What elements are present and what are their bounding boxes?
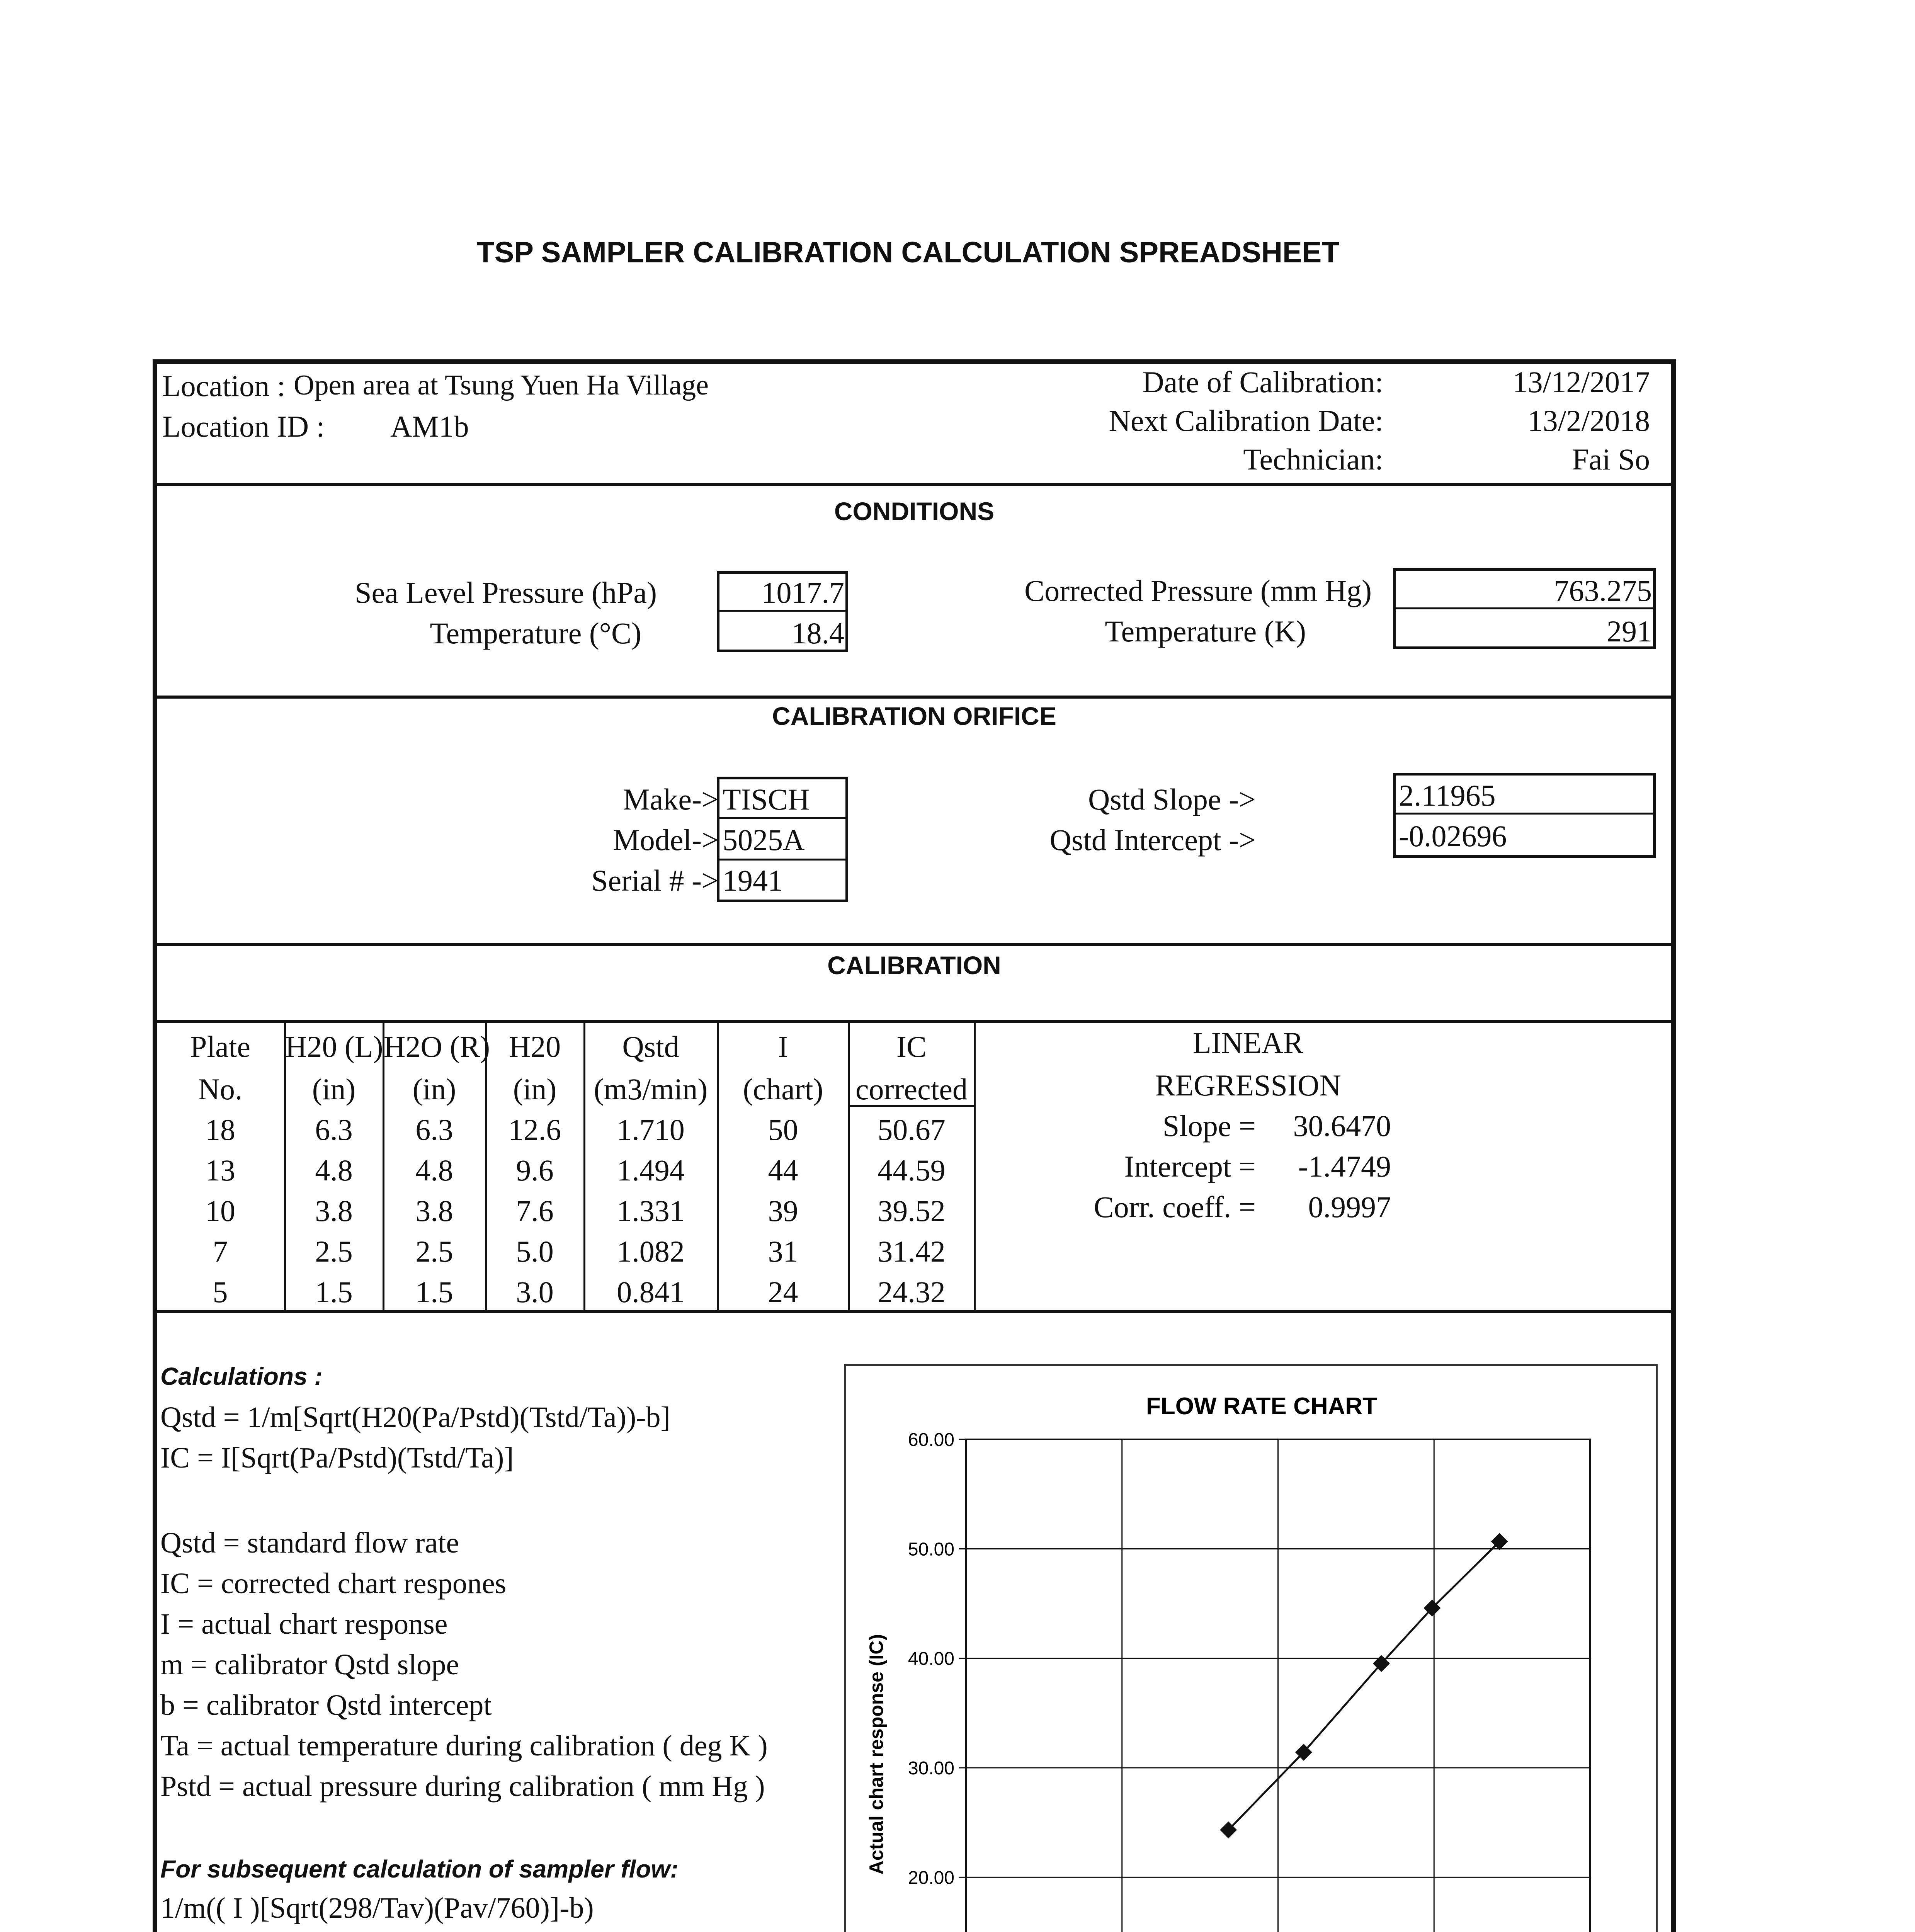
location-value: Open area at Tsung Yuen Ha Village bbox=[294, 369, 709, 401]
box-divider bbox=[1393, 813, 1656, 815]
y-tick-label: 40.00 bbox=[908, 1648, 954, 1669]
series-line bbox=[1228, 1541, 1500, 1830]
cell-h2o-r: 2.5 bbox=[415, 1235, 453, 1268]
next-calibration-value: 13/2/2018 bbox=[1527, 404, 1650, 437]
definition-item: Ta = actual temperature during calibration ( deg K ) bbox=[160, 1730, 768, 1762]
col-subheader-i: (chart) bbox=[743, 1072, 823, 1106]
definition-item: m = calibrator Qstd slope bbox=[160, 1648, 459, 1681]
divider bbox=[156, 483, 1672, 486]
col-subheader-plate: No. bbox=[198, 1072, 243, 1106]
cell-plate: 5 bbox=[213, 1275, 228, 1309]
cell-h20: 5.0 bbox=[516, 1235, 554, 1268]
cell-h20-l: 4.8 bbox=[315, 1153, 353, 1187]
divider bbox=[156, 696, 1672, 699]
corrected-pressure-value: 763.275 bbox=[1554, 574, 1652, 607]
cell-h2o-r: 1.5 bbox=[415, 1275, 453, 1309]
definition-item: Pstd = actual pressure during calibration ( mm Hg ) bbox=[160, 1770, 765, 1803]
definition-item: I = actual chart response bbox=[160, 1608, 448, 1640]
formula-ic: IC = I[Sqrt(Pa/Pstd)(Tstd/Ta)] bbox=[160, 1442, 514, 1474]
col-subheader-qstd: (m3/min) bbox=[594, 1072, 708, 1106]
location-label: Location : bbox=[162, 369, 286, 403]
box-divider bbox=[717, 859, 848, 861]
cell-i: 24 bbox=[768, 1275, 798, 1309]
box-divider bbox=[717, 610, 848, 612]
orifice-heading: CALIBRATION ORIFICE bbox=[772, 702, 1056, 730]
cell-plate: 7 bbox=[213, 1235, 228, 1268]
col-header-h2o-r: H2O (R) bbox=[384, 1030, 490, 1063]
cell-h2o-r: 6.3 bbox=[415, 1113, 453, 1146]
temperature-c-value: 18.4 bbox=[791, 616, 844, 650]
cell-h20: 12.6 bbox=[508, 1113, 561, 1146]
sea-level-pressure-label: Sea Level Pressure (hPa) bbox=[355, 576, 657, 609]
chart-series bbox=[1220, 1533, 1508, 1838]
page-title: TSP SAMPLER CALIBRATION CALCULATION SPREADSHEET bbox=[476, 236, 1340, 269]
col-subheader-h2o-r: (in) bbox=[412, 1072, 456, 1106]
qstd-slope-value: 2.11965 bbox=[1399, 779, 1496, 812]
cell-qstd: 0.841 bbox=[617, 1275, 685, 1309]
col-header-h20-l: H20 (L) bbox=[285, 1030, 383, 1063]
y-tick-label: 20.00 bbox=[908, 1867, 954, 1888]
formula-qstd: Qstd = 1/m[Sqrt(H20(Pa/Pstd)(Tstd/Ta))-b] bbox=[160, 1401, 670, 1434]
subsequent-heading: For subsequent calculation of sampler flow: bbox=[160, 1855, 679, 1883]
qstd-intercept-value: -0.02696 bbox=[1399, 819, 1507, 853]
temperature-c-label: Temperature (°C) bbox=[430, 616, 641, 650]
model-value: 5025A bbox=[723, 823, 805, 857]
cell-h20: 3.0 bbox=[516, 1275, 554, 1309]
cell-ic: 31.42 bbox=[878, 1235, 946, 1268]
corrected-pressure-label: Corrected Pressure (mm Hg) bbox=[1024, 574, 1372, 607]
regression-slope-label: Slope = bbox=[1162, 1109, 1256, 1143]
cell-h2o-r: 3.8 bbox=[415, 1194, 453, 1228]
make-label: Make-> bbox=[623, 782, 719, 816]
regression-title-2: REGRESSION bbox=[1155, 1068, 1341, 1102]
col-header-h20: H20 bbox=[509, 1030, 561, 1063]
cell-h2o-r: 4.8 bbox=[415, 1153, 453, 1187]
make-value: TISCH bbox=[723, 782, 810, 816]
cell-i: 50 bbox=[768, 1113, 798, 1146]
y-axis-label: Actual chart response (IC) bbox=[866, 1634, 887, 1875]
location-id-value: AM1b bbox=[390, 410, 469, 443]
sea-level-pressure-value: 1017.7 bbox=[761, 576, 844, 609]
technician-label: Technician: bbox=[1243, 442, 1383, 476]
definition-item: b = calibrator Qstd intercept bbox=[160, 1689, 492, 1721]
calculations-heading: Calculations : bbox=[160, 1362, 323, 1390]
subsequent-formula: 1/m(( I )[Sqrt(298/Tav)(Pav/760)]-b) bbox=[160, 1892, 594, 1924]
col-header-ic: IC bbox=[896, 1030, 927, 1063]
cell-ic: 50.67 bbox=[878, 1113, 946, 1146]
y-tick-label: 60.00 bbox=[908, 1430, 954, 1450]
col-header-qstd: Qstd bbox=[622, 1030, 679, 1063]
conditions-heading: CONDITIONS bbox=[834, 497, 995, 526]
divider bbox=[156, 1310, 1672, 1313]
location-id-label: Location ID : bbox=[162, 410, 325, 443]
serial-label: Serial # -> bbox=[591, 864, 719, 897]
cell-i: 39 bbox=[768, 1194, 798, 1228]
chart-grid bbox=[966, 1439, 1590, 1932]
definition-item: Qstd = standard flow rate bbox=[160, 1527, 459, 1559]
cell-i: 44 bbox=[768, 1153, 798, 1187]
box-divider bbox=[1393, 607, 1656, 609]
cell-plate: 10 bbox=[205, 1194, 235, 1228]
divider bbox=[156, 943, 1672, 946]
calibration-heading: CALIBRATION bbox=[827, 951, 1001, 980]
cell-ic: 44.59 bbox=[878, 1153, 946, 1187]
col-subheader-h20: (in) bbox=[513, 1072, 557, 1106]
chart-title: FLOW RATE CHART bbox=[1146, 1393, 1378, 1420]
cell-qstd: 1.082 bbox=[617, 1235, 685, 1268]
cell-h20: 7.6 bbox=[516, 1194, 554, 1228]
chart-ticks bbox=[908, 1430, 1613, 1932]
cell-ic: 24.32 bbox=[878, 1275, 946, 1309]
cell-h20-l: 6.3 bbox=[315, 1113, 353, 1146]
model-label: Model-> bbox=[613, 823, 719, 857]
cell-plate: 18 bbox=[205, 1113, 235, 1146]
y-tick-label: 50.00 bbox=[908, 1539, 954, 1560]
date-of-calibration-label: Date of Calibration: bbox=[1142, 365, 1383, 399]
next-calibration-label: Next Calibration Date: bbox=[1109, 404, 1383, 437]
cell-h20: 9.6 bbox=[516, 1153, 554, 1187]
cell-h20-l: 3.8 bbox=[315, 1194, 353, 1228]
flow-rate-chart bbox=[844, 1364, 1658, 1932]
cell-qstd: 1.710 bbox=[617, 1113, 685, 1146]
box-divider bbox=[717, 817, 848, 819]
regression-intercept-value: -1.4749 bbox=[1298, 1150, 1391, 1183]
serial-value: 1941 bbox=[723, 864, 783, 897]
cell-ic: 39.52 bbox=[878, 1194, 946, 1228]
definition-item: IC = corrected chart respones bbox=[160, 1567, 507, 1600]
temperature-k-value: 291 bbox=[1607, 614, 1652, 648]
regression-slope-value: 30.6470 bbox=[1293, 1109, 1391, 1143]
cell-qstd: 1.494 bbox=[617, 1153, 685, 1187]
temperature-k-label: Temperature (K) bbox=[1105, 614, 1306, 648]
regression-corr-value: 0.9997 bbox=[1308, 1190, 1391, 1224]
col-header-plate: Plate bbox=[190, 1030, 250, 1063]
qstd-intercept-label: Qstd Intercept -> bbox=[1049, 823, 1256, 857]
cell-h20-l: 2.5 bbox=[315, 1235, 353, 1268]
col-header-i: I bbox=[778, 1030, 788, 1063]
regression-intercept-label: Intercept = bbox=[1124, 1150, 1256, 1183]
regression-corr-label: Corr. coeff. = bbox=[1094, 1190, 1256, 1224]
regression-title-1: LINEAR bbox=[1193, 1026, 1303, 1060]
cell-qstd: 1.331 bbox=[617, 1194, 685, 1228]
col-divider bbox=[974, 1022, 976, 1310]
col-subheader-ic: corrected bbox=[855, 1072, 968, 1106]
cell-plate: 13 bbox=[205, 1153, 235, 1187]
technician-value: Fai So bbox=[1572, 442, 1650, 476]
date-of-calibration-value: 13/12/2017 bbox=[1512, 365, 1650, 399]
qstd-slope-label: Qstd Slope -> bbox=[1088, 782, 1256, 816]
y-tick-label: 30.00 bbox=[908, 1758, 954, 1779]
col-subheader-h20-l: (in) bbox=[312, 1072, 356, 1106]
cell-h20-l: 1.5 bbox=[315, 1275, 353, 1309]
cell-i: 31 bbox=[768, 1235, 798, 1268]
